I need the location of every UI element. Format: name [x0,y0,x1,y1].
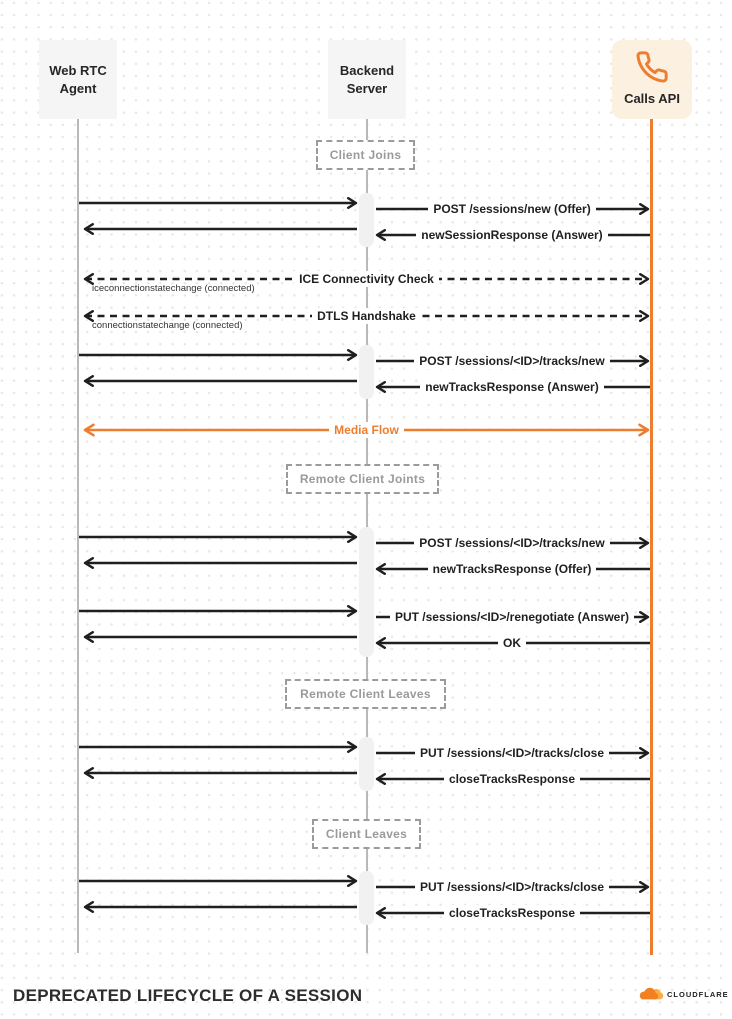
message-label: ICE Connectivity Check [85,271,648,287]
message-subnote: connectionstatechange (connected) [92,320,243,331]
message-label: newTracksResponse (Offer) [376,561,648,577]
message-label: closeTracksResponse [376,905,648,921]
message-label: POST /sessions/new (Offer) [376,201,648,217]
message-label: DTLS Handshake [85,308,648,324]
cloudflare-brand [638,986,729,1002]
phase-remote-client-leaves: Remote Client Leaves [285,679,446,709]
message-label: OK [376,635,648,651]
cloudflare-logo-icon [638,986,664,1002]
message-label: POST /sessions/<ID>/tracks/new [376,535,648,551]
actor-backend-server: Backend Server [328,40,406,119]
actor-label: Calls API [624,91,680,106]
phase-remote-client-joins: Remote Client Joints [286,464,439,494]
cloudflare-wordmark: CLOUDFLARE [667,989,729,999]
phase-client-leaves: Client Leaves [312,819,421,849]
message-label: PUT /sessions/<ID>/tracks/close [376,745,648,761]
diagram-title: DEPRECATED LIFECYCLE OF A SESSION [13,986,363,1005]
actor-calls-api [612,40,692,119]
media-flow-label: Media Flow [85,422,648,438]
phone-icon [635,50,669,84]
message-label: PUT /sessions/<ID>/renegotiate (Answer) [376,609,648,625]
message-subnote: iceconnectionstatechange (connected) [92,283,255,294]
message-label: newSessionResponse (Answer) [376,227,648,243]
message-label: PUT /sessions/<ID>/tracks/close [376,879,648,895]
phase-client-joins: Client Joins [316,140,415,170]
message-label: closeTracksResponse [376,771,648,787]
message-label: newTracksResponse (Answer) [376,379,648,395]
actor-webrtc-agent: Web RTC Agent [39,40,117,119]
message-label: POST /sessions/<ID>/tracks/new [376,353,648,369]
